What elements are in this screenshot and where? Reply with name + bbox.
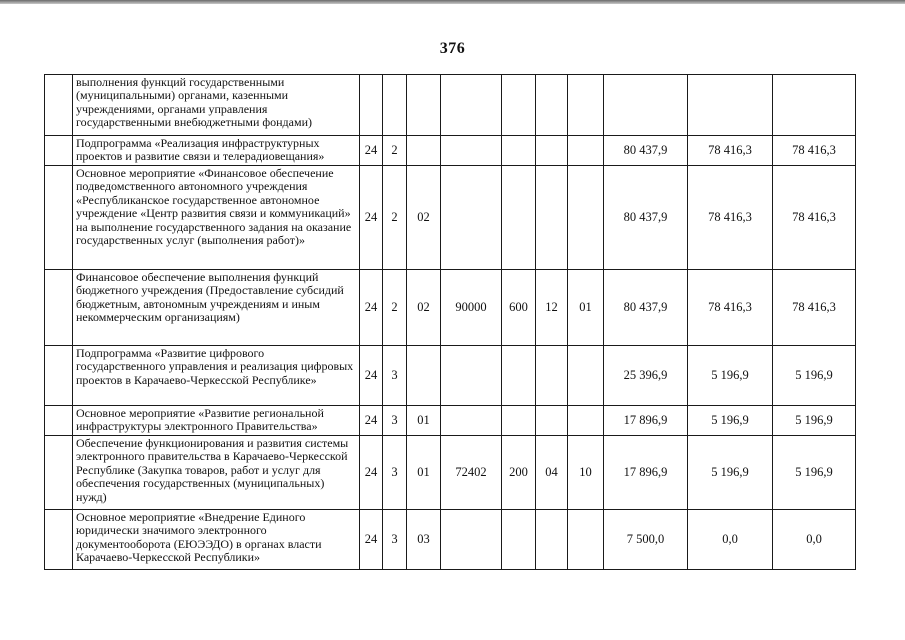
amount-year-2: 5 196,9 bbox=[688, 436, 773, 510]
table-row bbox=[45, 436, 856, 510]
amount-year-2: 0,0 bbox=[688, 510, 773, 570]
code-subsection bbox=[568, 406, 604, 436]
row-number-cell bbox=[45, 346, 73, 406]
code-gp: 24 bbox=[360, 166, 383, 270]
code-expense-type bbox=[502, 510, 536, 570]
code-gp: 24 bbox=[360, 136, 383, 166]
code-section bbox=[536, 406, 568, 436]
table-row bbox=[45, 346, 856, 406]
amount-year-2 bbox=[688, 75, 773, 136]
code-pp: 3 bbox=[383, 436, 407, 510]
row-description: Основное мероприятие «Развитие региональной инфраструктуры электронного Правительства» bbox=[73, 406, 360, 436]
code-direction: 90000 bbox=[441, 270, 502, 346]
scan-top-edge bbox=[0, 0, 905, 4]
row-number-cell bbox=[45, 136, 73, 166]
code-subsection: 10 bbox=[568, 436, 604, 510]
code-gp: 24 bbox=[360, 346, 383, 406]
code-expense-type: 200 bbox=[502, 436, 536, 510]
code-section bbox=[536, 136, 568, 166]
amount-year-2: 5 196,9 bbox=[688, 406, 773, 436]
amount-year-3: 78 416,3 bbox=[773, 136, 856, 166]
amount-year-2: 78 416,3 bbox=[688, 136, 773, 166]
code-om: 02 bbox=[407, 270, 441, 346]
code-expense-type bbox=[502, 75, 536, 136]
code-section bbox=[536, 346, 568, 406]
code-section bbox=[536, 75, 568, 136]
code-pp bbox=[383, 75, 407, 136]
table-row bbox=[45, 136, 856, 166]
code-direction bbox=[441, 136, 502, 166]
amount-year-1: 7 500,0 bbox=[604, 510, 688, 570]
code-om bbox=[407, 346, 441, 406]
table-body bbox=[45, 75, 856, 570]
code-expense-type: 600 bbox=[502, 270, 536, 346]
row-number-cell bbox=[45, 406, 73, 436]
code-subsection bbox=[568, 166, 604, 270]
code-expense-type bbox=[502, 166, 536, 270]
code-pp: 2 bbox=[383, 270, 407, 346]
code-direction: 72402 bbox=[441, 436, 502, 510]
code-pp: 3 bbox=[383, 346, 407, 406]
table-row bbox=[45, 270, 856, 346]
code-direction bbox=[441, 346, 502, 406]
code-om: 01 bbox=[407, 406, 441, 436]
code-expense-type bbox=[502, 406, 536, 436]
code-expense-type bbox=[502, 136, 536, 166]
amount-year-2: 78 416,3 bbox=[688, 270, 773, 346]
code-section bbox=[536, 510, 568, 570]
row-number-cell bbox=[45, 166, 73, 270]
row-number-cell bbox=[45, 270, 73, 346]
code-om bbox=[407, 75, 441, 136]
code-om bbox=[407, 136, 441, 166]
amount-year-1: 80 437,9 bbox=[604, 166, 688, 270]
row-description: Основное мероприятие «Финансовое обеспечение подведомственного автономного учреждения «Республиканское государственное автономное учреждение «Центр развития связи и коммуникаций» на выполнение государственного задания на оказание государственных услуг (выполнения работ)» bbox=[73, 166, 360, 270]
code-gp: 24 bbox=[360, 270, 383, 346]
amount-year-1: 80 437,9 bbox=[604, 136, 688, 166]
amount-year-3: 5 196,9 bbox=[773, 406, 856, 436]
code-section: 04 bbox=[536, 436, 568, 510]
amount-year-3: 78 416,3 bbox=[773, 270, 856, 346]
amount-year-3: 5 196,9 bbox=[773, 436, 856, 510]
amount-year-1: 25 396,9 bbox=[604, 346, 688, 406]
code-direction bbox=[441, 406, 502, 436]
amount-year-3 bbox=[773, 75, 856, 136]
row-description: Подпрограмма «Реализация инфраструктурных проектов и развитие связи и телерадиовещания» bbox=[73, 136, 360, 166]
table-row bbox=[45, 510, 856, 570]
table-row bbox=[45, 406, 856, 436]
row-description: Основное мероприятие «Внедрение Единого юридически значимого электронного документооборота (ЕЮЭЭДО) в органах власти Карачаево-Черкесской Республики» bbox=[73, 510, 360, 570]
row-description: выполнения функций государственными (муниципальными) органами, казенными учреждениями, органами управления государственными внебюджетными фондами) bbox=[73, 75, 360, 136]
code-pp: 3 bbox=[383, 406, 407, 436]
row-description: Обеспечение функционирования и развития системы электронного правительства в Карачаево-Черкесской Республике (Закупка товаров, работ и услуг для обеспечения государственных (муниципальных) нужд) bbox=[73, 436, 360, 510]
code-om: 02 bbox=[407, 166, 441, 270]
code-section: 12 bbox=[536, 270, 568, 346]
code-gp: 24 bbox=[360, 436, 383, 510]
code-subsection bbox=[568, 136, 604, 166]
code-expense-type bbox=[502, 346, 536, 406]
row-number-cell bbox=[45, 436, 73, 510]
code-direction bbox=[441, 510, 502, 570]
amount-year-2: 78 416,3 bbox=[688, 166, 773, 270]
amount-year-1: 17 896,9 bbox=[604, 406, 688, 436]
code-direction bbox=[441, 75, 502, 136]
code-pp: 3 bbox=[383, 510, 407, 570]
table-row bbox=[45, 75, 856, 136]
row-description: Подпрограмма «Развитие цифрового государственного управления и реализация цифровых проектов в Карачаево-Черкесской Республике» bbox=[73, 346, 360, 406]
code-gp bbox=[360, 75, 383, 136]
code-subsection: 01 bbox=[568, 270, 604, 346]
code-pp: 2 bbox=[383, 166, 407, 270]
amount-year-2: 5 196,9 bbox=[688, 346, 773, 406]
amount-year-1: 80 437,9 bbox=[604, 270, 688, 346]
row-number-cell bbox=[45, 510, 73, 570]
code-subsection bbox=[568, 510, 604, 570]
page-number: 376 bbox=[439, 40, 466, 57]
code-gp: 24 bbox=[360, 406, 383, 436]
amount-year-3: 5 196,9 bbox=[773, 346, 856, 406]
code-subsection bbox=[568, 75, 604, 136]
amount-year-3: 0,0 bbox=[773, 510, 856, 570]
amount-year-3: 78 416,3 bbox=[773, 166, 856, 270]
table-row bbox=[45, 166, 856, 270]
amount-year-1 bbox=[604, 75, 688, 136]
row-description: Финансовое обеспечение выполнения функций бюджетного учреждения (Предоставление субсидий бюджетным, автономным учреждениям и иным некоммерческим организациям) bbox=[73, 270, 360, 346]
code-om: 01 bbox=[407, 436, 441, 510]
code-subsection bbox=[568, 346, 604, 406]
row-number-cell bbox=[45, 75, 73, 136]
code-section bbox=[536, 166, 568, 270]
code-gp: 24 bbox=[360, 510, 383, 570]
budget-table bbox=[44, 74, 856, 570]
code-pp: 2 bbox=[383, 136, 407, 166]
code-om: 03 bbox=[407, 510, 441, 570]
code-direction bbox=[441, 166, 502, 270]
amount-year-1: 17 896,9 bbox=[604, 436, 688, 510]
